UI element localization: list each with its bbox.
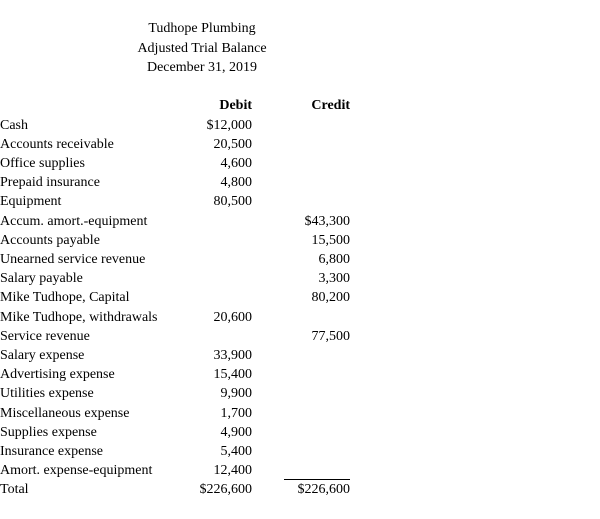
total-row [0, 480, 360, 499]
account-row [0, 192, 360, 211]
account-name: Cash [0, 117, 28, 133]
debit-amount: 4,800 [220, 175, 252, 191]
credit-amount: 3,300 [318, 271, 350, 287]
account-row [0, 250, 360, 269]
account-name: Unearned service revenue [0, 251, 146, 267]
account-row [0, 135, 360, 154]
credit-amount: 80,200 [311, 290, 350, 306]
account-row [0, 116, 360, 135]
credit-amount: $43,300 [304, 213, 350, 229]
account-row [0, 423, 360, 442]
account-name: Insurance expense [0, 443, 104, 459]
account-row [0, 212, 360, 231]
account-name: Mike Tudhope, withdrawals [0, 309, 158, 325]
account-name: Salary expense [0, 347, 85, 363]
account-row [0, 442, 360, 461]
debit-amount: 4,600 [220, 155, 252, 171]
credit-column-header: Credit [311, 98, 350, 113]
account-name: Miscellaneous expense [0, 405, 130, 421]
account-name: Accounts receivable [0, 136, 114, 152]
account-row [0, 154, 360, 173]
account-name: Utilities expense [0, 386, 94, 402]
credit-amount: 77,500 [311, 328, 350, 344]
account-row [0, 231, 360, 250]
credit-amount: 15,500 [311, 232, 350, 248]
total-debit: $226,600 [199, 482, 252, 497]
account-name: Accounts payable [0, 232, 100, 248]
account-name: Mike Tudhope, Capital [0, 290, 130, 306]
account-name: Salary payable [0, 271, 83, 287]
total-label: Total [0, 482, 29, 497]
account-row [0, 404, 360, 423]
account-row [0, 308, 360, 327]
debit-amount: 20,500 [213, 136, 252, 152]
debit-amount: 5,400 [220, 443, 252, 459]
debit-amount: 9,900 [220, 386, 252, 402]
debit-amount: 1,700 [220, 405, 252, 421]
statement-title: Adjusted Trial Balance [137, 41, 267, 56]
credit-amount: 6,800 [318, 251, 350, 267]
account-row [0, 327, 360, 346]
debit-amount: 15,400 [213, 367, 252, 383]
account-name: Service revenue [0, 328, 90, 344]
account-row [0, 173, 360, 192]
account-row [0, 461, 360, 480]
account-name: Prepaid insurance [0, 175, 100, 191]
debit-column-header: Debit [219, 98, 252, 113]
account-row [0, 384, 360, 403]
account-name: Advertising expense [0, 367, 115, 383]
debit-amount: 20,600 [213, 309, 252, 325]
account-row [0, 269, 360, 288]
statement-date: December 31, 2019 [146, 60, 258, 75]
account-name: Equipment [0, 194, 62, 210]
account-name: Supplies expense [0, 424, 97, 440]
debit-amount: 12,400 [213, 463, 252, 479]
company-name: Tudhope Plumbing [148, 21, 256, 36]
total-credit: $226,600 [297, 482, 350, 497]
debit-amount: 33,900 [213, 347, 252, 363]
account-name: Office supplies [0, 155, 85, 171]
account-name: Accum. amort.-equipment [0, 213, 148, 229]
debit-amount: 80,500 [213, 194, 252, 210]
debit-amount: $12,000 [206, 117, 252, 133]
debit-amount: 4,900 [220, 424, 252, 440]
account-row [0, 288, 360, 307]
account-name: Amort. expense-equipment [0, 463, 153, 479]
account-row [0, 346, 360, 365]
account-row [0, 365, 360, 384]
